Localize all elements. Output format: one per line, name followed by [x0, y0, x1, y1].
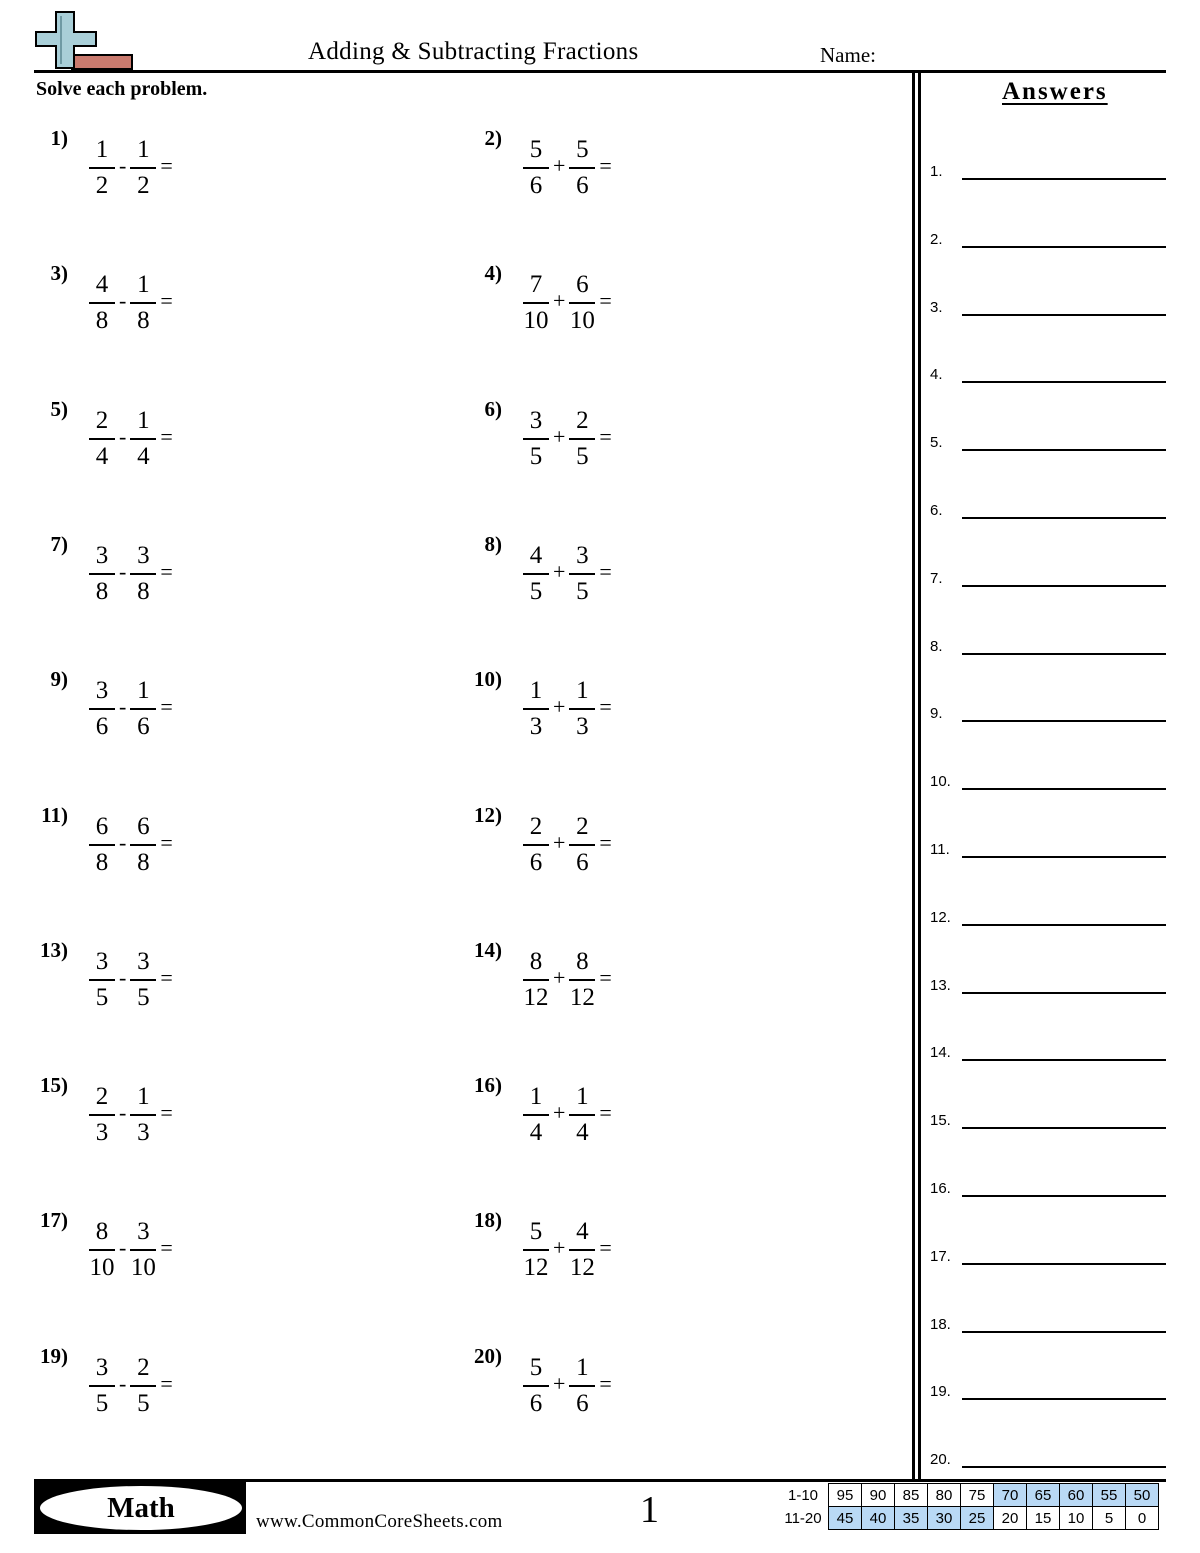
answer-blank[interactable] — [962, 1331, 1166, 1333]
score-row — [778, 1507, 1159, 1530]
equals-sign: = — [160, 423, 173, 449]
equals-sign: = — [160, 1100, 173, 1126]
answer-row — [930, 493, 1166, 519]
answer-row — [930, 629, 1166, 655]
operator: + — [553, 558, 566, 584]
denominator: 5 — [576, 442, 589, 470]
score-cell: 45 — [829, 1507, 862, 1530]
answer-row — [930, 968, 1166, 994]
denominator: 12 — [523, 983, 549, 1011]
fraction-expression — [86, 1350, 174, 1422]
answer-number: 13. — [930, 976, 951, 994]
equals-sign: = — [599, 694, 612, 720]
denominator: 6 — [137, 713, 150, 741]
answer-blank[interactable] — [962, 585, 1166, 587]
score-cell: 30 — [928, 1507, 961, 1530]
fraction — [566, 135, 598, 201]
answer-row — [930, 1171, 1166, 1197]
score-cell: 40 — [862, 1507, 895, 1530]
denominator: 6 — [529, 1389, 543, 1417]
fraction — [86, 406, 118, 472]
numerator: 4 — [523, 541, 549, 575]
denominator: 4 — [576, 1119, 589, 1147]
name-label: Name: — [820, 43, 876, 67]
fraction — [566, 947, 598, 1013]
equals-sign: = — [599, 558, 612, 584]
answer-blank[interactable] — [962, 1059, 1166, 1061]
answer-number: 9. — [930, 705, 943, 723]
score-cell: 65 — [1027, 1484, 1060, 1507]
denominator: 2 — [95, 172, 109, 199]
answer-blank[interactable] — [962, 856, 1166, 858]
score-cell: 15 — [1027, 1507, 1060, 1530]
fraction — [86, 135, 118, 201]
answer-row — [930, 696, 1166, 722]
equals-sign: = — [160, 288, 173, 314]
answer-number: 2. — [930, 230, 943, 248]
fraction-expression — [86, 1079, 174, 1151]
fraction-expression — [520, 673, 613, 745]
numerator: 4 — [89, 270, 115, 304]
operator: - — [119, 1235, 127, 1261]
denominator: 8 — [95, 848, 109, 876]
denominator: 3 — [529, 713, 543, 741]
operator: - — [119, 1370, 127, 1396]
operator: - — [119, 288, 127, 314]
denominator: 6 — [529, 848, 543, 876]
fraction-expression — [520, 809, 613, 881]
score-row-label: 11-20 — [784, 1509, 822, 1527]
fraction-expression — [520, 267, 613, 339]
score-cell: 55 — [1093, 1484, 1126, 1507]
fraction-expression — [520, 132, 613, 204]
answer-number: 11. — [930, 841, 950, 858]
fraction — [86, 270, 118, 336]
numerator: 2 — [130, 1353, 156, 1387]
fraction — [86, 1082, 118, 1148]
answer-number: 20. — [930, 1451, 951, 1469]
problem-number: 5) — [50, 396, 68, 421]
answer-row — [930, 1442, 1166, 1468]
numerator: 3 — [130, 1217, 156, 1251]
numerator: 2 — [89, 1082, 115, 1116]
score-cell: 75 — [961, 1484, 994, 1507]
score-cell: 70 — [994, 1484, 1027, 1507]
fraction — [566, 1082, 598, 1148]
fraction — [127, 1353, 159, 1419]
equals-sign: = — [160, 558, 173, 584]
numerator: 3 — [89, 947, 115, 981]
denominator: 5 — [137, 1389, 150, 1417]
answer-number: 6. — [930, 502, 943, 519]
equals-sign: = — [599, 1235, 612, 1261]
fraction-expression — [86, 403, 174, 475]
fraction — [127, 1082, 159, 1148]
answer-blank[interactable] — [962, 788, 1166, 790]
answer-row — [930, 154, 1166, 180]
fraction — [520, 270, 552, 336]
problem-number: 12) — [474, 802, 502, 827]
problem-number: 6) — [484, 396, 502, 421]
fraction — [520, 1082, 552, 1148]
fraction — [127, 135, 159, 201]
answer-blank[interactable] — [962, 246, 1166, 248]
answer-number: 8. — [930, 637, 943, 655]
fraction — [566, 812, 598, 878]
numerator: 3 — [89, 1353, 115, 1387]
fraction — [566, 541, 598, 607]
operator: + — [553, 694, 566, 720]
answer-row — [930, 900, 1166, 926]
equals-sign: = — [599, 423, 612, 449]
equals-sign: = — [599, 1370, 612, 1396]
answer-number: 3. — [930, 298, 943, 316]
denominator: 6 — [576, 1389, 589, 1417]
denominator: 12 — [569, 983, 595, 1011]
numerator: 1 — [130, 1082, 156, 1116]
denominator: 4 — [95, 442, 109, 470]
operator: + — [553, 288, 566, 314]
answer-row — [930, 832, 1166, 858]
denominator: 6 — [576, 172, 589, 199]
operator: - — [119, 558, 127, 584]
answer-blank[interactable] — [962, 1263, 1166, 1265]
numerator: 4 — [569, 1217, 595, 1251]
answer-number: 7. — [930, 569, 943, 587]
numerator: 6 — [130, 812, 156, 846]
score-row-label: 1-10 — [787, 1486, 819, 1504]
denominator: 10 — [130, 1254, 156, 1282]
fraction — [86, 947, 118, 1013]
denominator: 4 — [137, 442, 150, 470]
numerator: 1 — [569, 1353, 595, 1387]
equals-sign: = — [160, 1370, 173, 1396]
equals-sign: = — [160, 829, 173, 855]
equals-sign: = — [160, 964, 173, 990]
denominator: 4 — [529, 1119, 543, 1147]
website-link[interactable]: www.CommonCoreSheets.com — [256, 1511, 503, 1532]
denominator: 12 — [523, 1254, 549, 1282]
denominator: 5 — [95, 1389, 109, 1417]
numerator: 5 — [569, 135, 595, 169]
fraction-expression — [86, 944, 174, 1016]
numerator: 1 — [89, 135, 115, 169]
answer-blank[interactable] — [962, 992, 1166, 994]
numerator: 3 — [89, 676, 115, 710]
answer-blank[interactable] — [962, 381, 1166, 383]
answer-number: 16. — [930, 1180, 951, 1197]
problem-number: 2) — [484, 126, 502, 150]
fraction — [86, 1217, 118, 1283]
answer-blank[interactable] — [962, 720, 1166, 722]
denominator: 8 — [95, 307, 109, 335]
numerator: 1 — [569, 1082, 595, 1116]
numerator: 2 — [523, 812, 549, 846]
operator: - — [119, 829, 127, 855]
answer-row — [930, 290, 1166, 316]
answers-title: Answers — [1002, 78, 1108, 105]
fraction-expression — [86, 1214, 174, 1286]
denominator: 3 — [576, 713, 589, 741]
fraction — [520, 135, 552, 201]
score-row — [778, 1484, 1159, 1507]
operator: + — [553, 964, 566, 990]
numerator: 3 — [130, 947, 156, 981]
numerator: 8 — [569, 947, 595, 981]
answer-blank[interactable] — [962, 449, 1166, 451]
denominator: 5 — [137, 983, 150, 1011]
problem-number: 19) — [40, 1343, 68, 1368]
fraction-expression — [520, 538, 613, 610]
equals-sign: = — [599, 153, 612, 178]
fraction — [520, 812, 552, 878]
score-cell: 35 — [895, 1507, 928, 1530]
instructions: Solve each problem. — [36, 78, 208, 100]
answer-blank[interactable] — [962, 314, 1166, 316]
numerator: 6 — [89, 812, 115, 846]
problem-number: 18) — [474, 1208, 502, 1233]
fraction — [127, 270, 159, 336]
answers-divider — [912, 72, 915, 1480]
answer-row — [930, 222, 1166, 248]
answer-number: 14. — [930, 1044, 951, 1062]
answer-number: 17. — [930, 1247, 951, 1265]
fraction — [520, 1217, 552, 1283]
problem-number: 20) — [474, 1343, 502, 1368]
answer-row — [930, 561, 1166, 587]
fraction — [566, 676, 598, 742]
numerator: 1 — [130, 135, 156, 169]
denominator: 10 — [523, 307, 549, 335]
problem-number: 15) — [40, 1073, 68, 1098]
denominator: 8 — [137, 848, 150, 876]
numerator: 1 — [130, 270, 156, 304]
score-cell: 25 — [961, 1507, 994, 1530]
fraction-expression — [86, 538, 174, 610]
problem-number: 7) — [50, 531, 68, 556]
page-number: 1 — [640, 1489, 659, 1531]
problem-number: 17) — [40, 1208, 68, 1233]
fraction — [566, 270, 598, 336]
fraction — [566, 406, 598, 472]
fraction-expression — [86, 132, 174, 204]
answer-blank[interactable] — [962, 924, 1166, 926]
operator: + — [553, 423, 566, 449]
operator: + — [553, 829, 566, 855]
problem-number: 4) — [484, 261, 502, 286]
answer-blank[interactable] — [962, 517, 1166, 519]
answer-number: 15. — [930, 1112, 951, 1130]
answer-blank[interactable] — [962, 178, 1166, 180]
worksheet-title: Adding & Subtracting Fractions — [308, 38, 639, 65]
answer-blank[interactable] — [962, 1398, 1166, 1400]
numerator: 5 — [523, 1353, 549, 1387]
numerator: 1 — [130, 676, 156, 710]
operator: + — [553, 153, 566, 178]
fraction — [520, 676, 552, 742]
fraction-expression — [520, 1079, 613, 1151]
score-cell: 60 — [1060, 1484, 1093, 1507]
answer-row — [930, 1374, 1166, 1400]
denominator: 5 — [529, 577, 543, 605]
problem-number: 10) — [474, 667, 502, 692]
denominator: 5 — [529, 442, 543, 470]
fraction — [127, 947, 159, 1013]
fraction — [520, 947, 552, 1013]
denominator: 10 — [569, 307, 595, 335]
operator: + — [553, 1235, 566, 1261]
fraction-expression — [520, 944, 613, 1016]
answer-number: 10. — [930, 773, 951, 791]
answer-number: 12. — [930, 908, 951, 926]
fraction — [520, 541, 552, 607]
denominator: 10 — [89, 1254, 115, 1282]
score-cell: 5 — [1093, 1507, 1126, 1530]
denominator: 5 — [95, 983, 109, 1011]
denominator: 5 — [576, 577, 589, 605]
score-cell: 50 — [1126, 1484, 1159, 1507]
fraction-expression — [86, 673, 174, 745]
operator: + — [553, 1370, 566, 1396]
numerator: 8 — [89, 1217, 115, 1251]
numerator: 8 — [523, 947, 549, 981]
numerator: 1 — [523, 676, 549, 710]
fraction-expression — [86, 267, 174, 339]
score-table — [778, 1483, 1159, 1530]
answer-row — [930, 1103, 1166, 1129]
score-cell: 90 — [862, 1484, 895, 1507]
fraction — [127, 1217, 159, 1283]
fraction — [127, 812, 159, 878]
numerator: 3 — [130, 541, 156, 575]
fraction — [86, 812, 118, 878]
numerator: 1 — [130, 406, 156, 440]
denominator: 2 — [137, 172, 150, 199]
equals-sign: = — [160, 153, 173, 178]
numerator: 5 — [523, 135, 549, 169]
answer-blank[interactable] — [962, 1127, 1166, 1129]
numerator: 7 — [523, 270, 549, 304]
equals-sign: = — [599, 288, 612, 314]
denominator: 8 — [137, 307, 150, 335]
answer-row — [930, 425, 1166, 451]
answer-row — [930, 1035, 1166, 1061]
denominator: 6 — [95, 713, 109, 741]
numerator: 6 — [569, 270, 595, 304]
fraction-expression — [520, 1214, 613, 1286]
problem-number: 1) — [50, 126, 68, 150]
answer-row — [930, 357, 1166, 383]
problem-number: 14) — [474, 937, 502, 962]
fraction — [127, 406, 159, 472]
numerator: 3 — [569, 541, 595, 575]
problem-number: 8) — [484, 531, 502, 556]
numerator: 1 — [569, 676, 595, 710]
denominator: 8 — [137, 577, 150, 605]
denominator: 3 — [95, 1119, 109, 1147]
numerator: 3 — [523, 406, 549, 440]
answer-number: 4. — [930, 366, 943, 384]
numerator: 1 — [523, 1082, 549, 1116]
score-cell: 95 — [829, 1484, 862, 1507]
equals-sign: = — [160, 1235, 173, 1261]
fraction — [566, 1353, 598, 1419]
equals-sign: = — [599, 964, 612, 990]
operator: - — [119, 964, 127, 990]
problem-number: 9) — [50, 667, 68, 692]
denominator: 12 — [569, 1254, 595, 1282]
answer-row — [930, 1307, 1166, 1333]
operator: - — [119, 694, 127, 720]
numerator: 2 — [569, 406, 595, 440]
fraction — [566, 1217, 598, 1283]
numerator: 2 — [89, 406, 115, 440]
score-cell: 85 — [895, 1484, 928, 1507]
problem-number: 11) — [41, 802, 68, 827]
denominator: 6 — [576, 848, 589, 876]
fraction-expression — [86, 809, 174, 881]
header-rule — [34, 70, 1166, 73]
answer-blank[interactable] — [962, 1195, 1166, 1197]
operator: - — [119, 1100, 127, 1126]
score-cell: 20 — [994, 1507, 1027, 1530]
fraction-expression — [520, 1350, 613, 1422]
answer-number: 1. — [930, 163, 943, 180]
numerator: 2 — [569, 812, 595, 846]
operator: - — [119, 153, 127, 178]
operator: - — [119, 423, 127, 449]
answer-row — [930, 764, 1166, 790]
problem-number: 13) — [40, 937, 68, 962]
answer-blank[interactable] — [962, 653, 1166, 655]
problem-number: 16) — [474, 1073, 502, 1098]
score-cell: 80 — [928, 1484, 961, 1507]
answer-number: 18. — [930, 1315, 951, 1333]
fraction — [86, 1353, 118, 1419]
problem-number: 3) — [50, 261, 68, 286]
answer-number: 19. — [930, 1383, 951, 1401]
operator: + — [553, 1100, 566, 1126]
fraction — [520, 1353, 552, 1419]
score-cell: 10 — [1060, 1507, 1093, 1530]
numerator: 3 — [89, 541, 115, 575]
denominator: 6 — [529, 172, 543, 199]
numerator: 5 — [523, 1217, 549, 1251]
answer-blank[interactable] — [962, 1466, 1166, 1468]
fraction-expression — [520, 403, 613, 475]
denominator: 3 — [137, 1119, 150, 1147]
answer-number: 5. — [930, 434, 943, 452]
equals-sign: = — [599, 1100, 612, 1126]
answers-divider — [918, 72, 921, 1480]
fraction — [86, 676, 118, 742]
score-cell: 0 — [1126, 1507, 1159, 1530]
subject-badge: Math — [40, 1486, 242, 1530]
answer-row — [930, 1239, 1166, 1265]
fraction — [520, 406, 552, 472]
fraction — [86, 541, 118, 607]
equals-sign: = — [599, 829, 612, 855]
fraction — [127, 541, 159, 607]
denominator: 8 — [95, 577, 109, 605]
fraction — [127, 676, 159, 742]
equals-sign: = — [160, 694, 173, 720]
plus-minus-logo-icon — [34, 10, 134, 72]
